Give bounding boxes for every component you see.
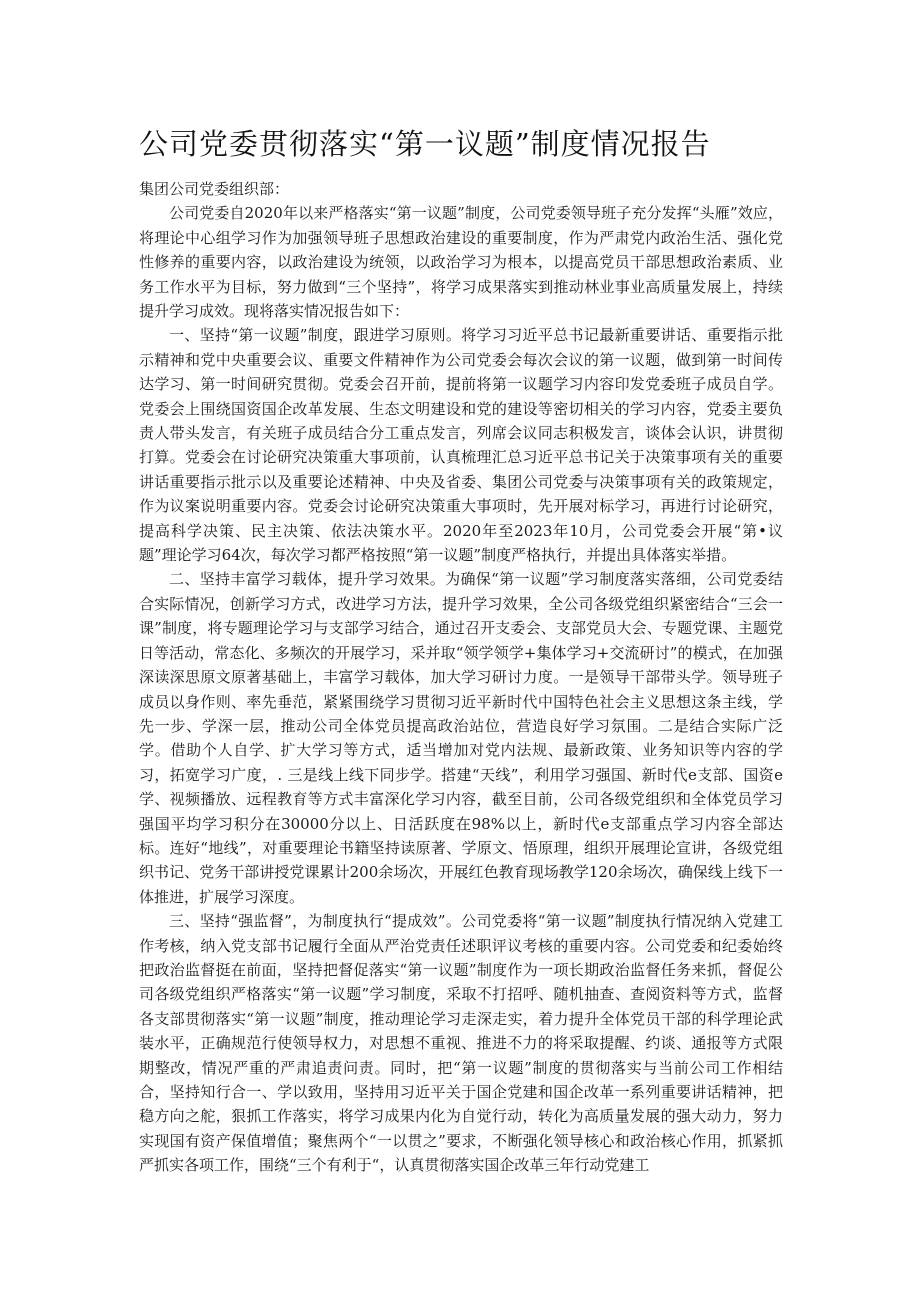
paragraph-intro: 公司党委自2020年以来严格落实“第一议题”制度，公司党委领导班子充分发挥“头雁”效应，将理论中心组学习作为加强领导班子思想政治建设的重要制度，作为严肃党内政治生活、强化党性修养的重要内容，以政治建设为统领，以政治学习为根本，以提高党员干部思想政治素质、业务工作水平为目标，努力做到“三个坚持”，将学习成果落实到推动林业事业高质量发展上，持续提升学习成效。现将落实情况报告如下： <box>139 204 783 321</box>
paragraph-section-2: 二、坚持丰富学习载体，提升学习效果。为确保“第一议题”学习制度落实落细，公司党委结合实际情况，创新学习方式，改进学习方法，提升学习效果，全公司各级党组织紧密结合“三会一课”制度，将专题理论学习与支部学习结合，通过召开支委会、支部党员大会、专题党课、主题党日等活动，常态化、多频次的开展学习，采并取“领学领学+集体学习+交流研讨”的模式，在加强深读深思原文原著基础上，丰富学习载体，加大学习研讨力度。一是领导干部带头学。领导班子成员以身作则、率先垂范，紧紧围绕学习贯彻习近平新时代中国特色社会主义思想这条主线，学先一步、学深一层，推动公司全体党员提高政治站位，营造良好学习氛围。二是结合实际广泛学。借助个人自学、扩大学习等方式，适当增加对党内法规、最新政策、业务知识等内容的学习，拓宽学习广度，. 三是线上线下同步学。搭建“天线”，利用学习强国、新时代e支部、国资e学、视频播放、远程教育等方式丰富深化学习内容，截至目前，公司各级党组织和全体党员学习强国平均学习积分在30000分以上、日活跃度在98%以上，新时代e支部重点学习内容全部达标。连好“地线”，对重要理论书籍坚持读原著、学原文、悟原理，组织开展理论宣讲，各级党组织书记、党务干部讲授党课累计200余场次，开展红色教育现场教学120余场次，确保线上线下一体推进，扩展学习深度。 <box>139 570 783 906</box>
paragraph-section-1: 一、坚持“第一议题”制度，跟进学习原则。将学习习近平总书记最新重要讲话、重要指示批示精神和党中央重要会议、重要文件精神作为公司党委会每次会议的第一议题，做到第一时间传达学习、第一时间研究贯彻。党委会召开前，提前将第一议题学习内容印发党委班子成员自学。党委会上围绕国资国企改革发展、生态文明建设和党的建设等密切相关的学习内容，党委主要负责人带头发言，有关班子成员结合分工重点发言，列席会议同志积极发言，谈体会认识，讲贯彻打算。党委会在讨论研究决策重大事项前，认真梳理汇总习近平总书记关于决策事项有关的重要讲话重要指示批示以及重要论述精神、中央及省委、集团公司党委与决策事项有关的政策规定，作为议案说明重要内容。党委会讨论研究决策重大事项时，先开展对标学习，再进行讨论研究，提高科学决策、民主决策、依法决策水平。2020年至2023年10月，公司党委会开展“第•议题”理论学习64次，每次学习都严格按照“第一议题”制度严格执行，并提出具体落实举措。 <box>139 326 783 565</box>
salutation: 集团公司党委组织部： <box>139 180 290 198</box>
document-title: 公司党委贯彻落实“第一议题”制度情况报告 <box>139 127 711 161</box>
paragraph-section-3: 三、坚持“强监督”，为制度执行“提成效”。公司党委将“第一议题”制度执行情况纳入党建工作考核，纳入党支部书记履行全面从严治党责任述职评议考核的重要内容。公司党委和纪委始终把政治监督挺在前面，坚持把督促落实“第一议题”制度作为一项长期政治监督任务来抓，督促公司各级党组织严格落实“第一议题”学习制度，采取不打招呼、随机抽查、查阅资料等方式，监督各支部贯彻落实“第一议题”制度，推动理论学习走深走实，着力提升全体党员干部的科学理论武装水平，正确规范行使领导权力，对思想不重视、推进不力的将采取提醒、约谈、通报等方式限期整改，情况严重的严肃追责问责。同时，把“第一议题”制度的贯彻落实与当前公司工作相结合，坚持知行合一、学以致用，坚持用习近平关于国企党建和国企改革一系列重要讲话精神，把稳方向之舵，狠抓工作落实，将学习成果内化为自觉行动，转化为高质量发展的强大动力，努力实现国有资产保值增值；聚焦两个“一以贯之”要求，不断强化领导核心和政治核心作用，抓紧抓严抓实各项工作，围绕“三个有利于“，认真贯彻落实国企改革三年行动党建工 <box>139 912 783 1175</box>
document-body <box>139 177 783 1178</box>
